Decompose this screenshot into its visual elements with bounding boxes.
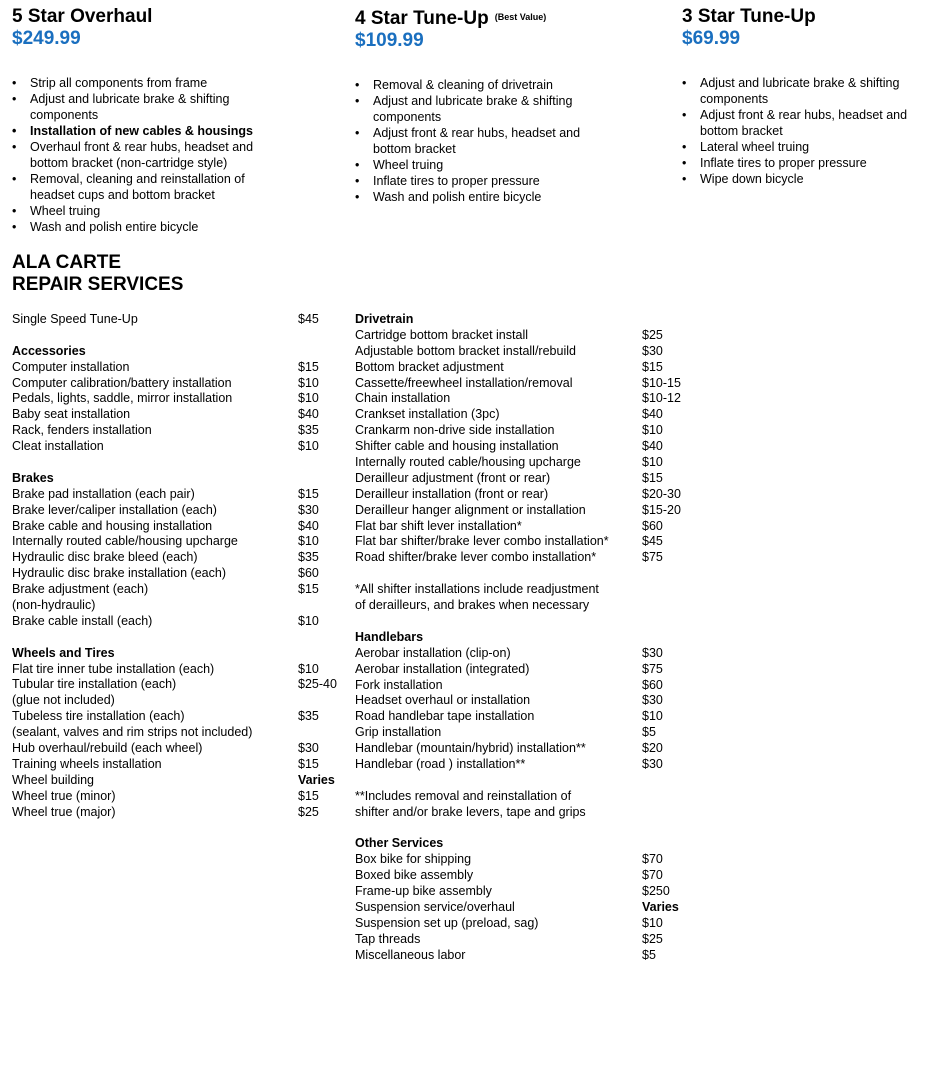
service-name: Shifter cable and housing installation xyxy=(355,439,559,454)
package-items xyxy=(355,77,620,205)
service-name: Brake pad installation (each pair) xyxy=(12,486,195,501)
service-row xyxy=(355,678,695,694)
service-row xyxy=(355,884,695,900)
service-row xyxy=(355,646,695,662)
service-row xyxy=(12,741,342,757)
service-name: Baby seat installation xyxy=(12,407,131,422)
service-name: Frame-up bike assembly xyxy=(355,884,492,899)
service-name: Hub overhaul/rebuild (each wheel) xyxy=(12,741,203,756)
service-row xyxy=(12,598,342,614)
package-item: • Wheel truing xyxy=(355,157,620,173)
service-name: Flat bar shifter/brake lever combo installation* xyxy=(355,534,609,549)
spacer xyxy=(355,566,695,582)
package-5-star xyxy=(12,6,287,235)
service-row xyxy=(355,948,695,964)
service-price: $45 xyxy=(298,312,319,326)
service-row xyxy=(12,662,342,678)
service-row xyxy=(355,455,695,471)
service-price: $40 xyxy=(298,407,319,422)
service-name: Suspension set up (preload, sag) xyxy=(355,915,539,930)
package-item: • Wheel truing xyxy=(12,203,287,219)
service-price: $40 xyxy=(642,439,663,454)
service-price: $5 xyxy=(642,725,656,740)
service-row xyxy=(12,519,342,535)
service-row xyxy=(12,407,342,423)
package-4-star xyxy=(355,6,620,205)
section-header: Drivetrain xyxy=(355,312,414,326)
service-price: $10 xyxy=(642,423,663,438)
service-price: $15 xyxy=(298,756,319,771)
service-row xyxy=(355,868,695,884)
service-name: Derailleur installation (front or rear) xyxy=(355,486,549,501)
service-price: $30 xyxy=(298,741,319,756)
service-name: Brake cable and housing installation xyxy=(12,518,213,533)
service-price: $10 xyxy=(298,391,319,406)
package-item: • Wash and polish entire bicycle xyxy=(355,189,620,205)
service-name: Wheel building xyxy=(12,772,94,787)
service-price: $15 xyxy=(298,359,319,374)
service-row xyxy=(12,391,342,407)
service-name: Tap threads xyxy=(355,931,421,946)
service-price: $10 xyxy=(298,661,319,676)
package-items xyxy=(12,75,287,235)
package-item: • Removal, cleaning and reinstallation of headset cups and bottom bracket xyxy=(12,171,287,203)
left-price-column xyxy=(12,312,342,821)
ala-carte-line2: REPAIR SERVICES xyxy=(12,274,184,295)
service-price: $70 xyxy=(642,852,663,867)
service-row xyxy=(355,519,695,535)
service-price: $15 xyxy=(642,359,663,374)
service-name: Hydraulic disc brake bleed (each) xyxy=(12,550,198,565)
package-item: • Wipe down bicycle xyxy=(682,171,932,187)
package-price: $249.99 xyxy=(12,28,81,49)
footnote: shifter and/or brake levers, tape and grips xyxy=(355,804,586,819)
service-name: Cartridge bottom bracket install xyxy=(355,327,528,342)
service-row xyxy=(12,789,342,805)
service-price: $15 xyxy=(298,486,319,501)
service-name: Handlebar (mountain/hybrid) installation** xyxy=(355,741,586,756)
package-item: • Wash and polish entire bicycle xyxy=(12,219,287,235)
service-price: $25 xyxy=(298,804,319,819)
service-price: $25 xyxy=(642,327,663,342)
service-name: Road handlebar tape installation xyxy=(355,709,535,724)
service-row xyxy=(355,725,695,741)
service-price: $30 xyxy=(298,502,319,517)
service-row xyxy=(355,932,695,948)
package-title: 3 Star Tune-Up xyxy=(682,6,816,27)
service-row xyxy=(355,423,695,439)
service-price: $25 xyxy=(642,931,663,946)
service-price: $250 xyxy=(642,884,670,899)
package-item: • Installation of new cables & housings xyxy=(12,123,287,139)
service-row xyxy=(12,677,342,693)
package-item: • Inflate tires to proper pressure xyxy=(355,173,620,189)
service-row xyxy=(12,487,342,503)
footnote: **Includes removal and reinstallation of xyxy=(355,788,572,803)
service-row xyxy=(355,376,695,392)
service-name: (non-hydraulic) xyxy=(12,598,96,613)
service-name: Training wheels installation xyxy=(12,756,162,771)
service-price: $10 xyxy=(298,375,319,390)
service-row xyxy=(355,534,695,550)
section-header: Accessories xyxy=(12,343,86,358)
service-row xyxy=(12,773,342,789)
service-name: Boxed bike assembly xyxy=(355,868,474,883)
service-name: Road shifter/brake lever combo installation* xyxy=(355,550,597,565)
service-row xyxy=(12,614,342,630)
service-price: $75 xyxy=(642,550,663,565)
service-price: $15 xyxy=(642,470,663,485)
service-price: $10 xyxy=(298,613,319,628)
service-name: Tubeless tire installation (each) xyxy=(12,709,185,724)
service-name: Headset overhaul or installation xyxy=(355,693,531,708)
service-row xyxy=(355,662,695,678)
service-name: Brake lever/caliper installation (each) xyxy=(12,502,217,517)
service-row xyxy=(12,566,342,582)
service-row xyxy=(12,709,342,725)
service-row xyxy=(355,344,695,360)
service-name: Bottom bracket adjustment xyxy=(355,359,504,374)
service-price: $60 xyxy=(298,566,319,581)
service-name: Aerobar installation (clip-on) xyxy=(355,645,511,660)
service-price: $40 xyxy=(642,407,663,422)
service-name: Cassette/freewheel installation/removal xyxy=(355,375,573,390)
service-price: $10 xyxy=(642,455,663,470)
service-name: Miscellaneous labor xyxy=(355,947,466,962)
service-row xyxy=(12,757,342,773)
service-price: $60 xyxy=(642,677,663,692)
service-name: (glue not included) xyxy=(12,693,115,708)
service-price: $30 xyxy=(642,693,663,708)
service-name: Cleat installation xyxy=(12,439,104,454)
service-name: Computer installation xyxy=(12,359,130,374)
service-price: $30 xyxy=(642,645,663,660)
package-item: • Adjust and lubricate brake & shifting components xyxy=(682,75,932,107)
service-name: Fork installation xyxy=(355,677,443,692)
service-price: $45 xyxy=(642,534,663,549)
package-item: • Adjust front & rear hubs, headset and bottom bracket xyxy=(355,125,620,157)
package-item: • Inflate tires to proper pressure xyxy=(682,155,932,171)
section-header: Brakes xyxy=(12,470,54,485)
service-row xyxy=(355,852,695,868)
service-name: Flat tire inner tube installation (each) xyxy=(12,661,215,676)
service-name: Flat bar shift lever installation* xyxy=(355,518,522,533)
service-price: $60 xyxy=(642,518,663,533)
service-row xyxy=(12,376,342,392)
service-row xyxy=(12,439,342,455)
service-price: $40 xyxy=(298,518,319,533)
spacer xyxy=(12,328,342,344)
service-name: Internally routed cable/housing upcharge xyxy=(355,455,581,470)
service-row xyxy=(355,360,695,376)
section-header: Handlebars xyxy=(355,629,424,644)
service-name: (sealant, valves and rim strips not included) xyxy=(12,725,253,740)
service-row xyxy=(12,360,342,376)
service-row xyxy=(355,328,695,344)
spacer xyxy=(12,630,342,646)
service-name: Crankset installation (3pc) xyxy=(355,407,500,422)
service-name: Suspension service/overhaul xyxy=(355,900,515,915)
service-name: Rack, fenders installation xyxy=(12,423,152,438)
service-price: Varies xyxy=(642,900,679,915)
spacer xyxy=(355,614,695,630)
service-row xyxy=(355,550,695,566)
service-name: Box bike for shipping xyxy=(355,852,472,867)
service-name: Single Speed Tune-Up xyxy=(12,312,138,326)
service-row xyxy=(355,916,695,932)
service-name: Handlebar (road ) installation** xyxy=(355,756,526,771)
service-row xyxy=(355,439,695,455)
service-name: Grip installation xyxy=(355,725,442,740)
section-header: Wheels and Tires xyxy=(12,645,115,660)
service-price: $15 xyxy=(298,582,319,597)
package-title: 4 Star Tune-Up $^{(Best Value)}$ xyxy=(355,8,547,29)
service-row xyxy=(355,487,695,503)
service-price: $15 xyxy=(298,788,319,803)
package-title: 5 Star Overhaul xyxy=(12,6,153,27)
service-row xyxy=(12,725,342,741)
service-name: Wheel true (major) xyxy=(12,804,116,819)
service-row xyxy=(355,757,695,773)
service-name: Aerobar installation (integrated) xyxy=(355,661,530,676)
service-price: $30 xyxy=(642,756,663,771)
service-price: $20 xyxy=(642,741,663,756)
service-row xyxy=(355,391,695,407)
package-item: • Lateral wheel truing xyxy=(682,139,932,155)
service-price: $25-40 xyxy=(298,677,337,692)
right-price-column xyxy=(355,312,695,964)
service-price: $20-30 xyxy=(642,486,681,501)
service-price: $10 xyxy=(642,915,663,930)
service-price: $10-12 xyxy=(642,391,681,406)
service-price: $10 xyxy=(298,439,319,454)
package-price: $69.99 xyxy=(682,28,741,49)
service-row xyxy=(12,503,342,519)
section-header: Other Services xyxy=(355,836,444,851)
service-price: $35 xyxy=(298,423,319,438)
service-name: Pedals, lights, saddle, mirror installation xyxy=(12,391,233,406)
service-name: Derailleur adjustment (front or rear) xyxy=(355,470,551,485)
service-price: $15-20 xyxy=(642,502,681,517)
package-item: • Removal & cleaning of drivetrain xyxy=(355,77,620,93)
service-row xyxy=(355,503,695,519)
service-row xyxy=(355,693,695,709)
service-row xyxy=(12,693,342,709)
service-price: Varies xyxy=(298,772,335,787)
package-items xyxy=(682,75,932,187)
service-price: $10 xyxy=(298,534,319,549)
package-item: • Adjust and lubricate brake & shifting components xyxy=(355,93,620,125)
service-price: $35 xyxy=(298,550,319,565)
service-row xyxy=(355,709,695,725)
service-price: $75 xyxy=(642,661,663,676)
service-row xyxy=(12,312,342,328)
package-price: $109.99 xyxy=(355,30,424,51)
footnote: *All shifter installations include readjustment xyxy=(355,582,599,597)
footnote: of derailleurs, and brakes when necessary xyxy=(355,598,590,613)
service-price: $5 xyxy=(642,947,656,962)
service-name: Derailleur hanger alignment or installation xyxy=(355,502,586,517)
spacer xyxy=(355,821,695,837)
service-name: Tubular tire installation (each) xyxy=(12,677,177,692)
service-name: Crankarm non-drive side installation xyxy=(355,423,555,438)
ala-carte-heading xyxy=(12,252,183,296)
service-name: Internally routed cable/housing upcharge xyxy=(12,534,238,549)
service-name: Brake adjustment (each) xyxy=(12,582,149,597)
spacer xyxy=(12,455,342,471)
service-name: Hydraulic disc brake installation (each) xyxy=(12,566,226,581)
package-3-star xyxy=(682,6,932,187)
service-row xyxy=(12,550,342,566)
service-price: $30 xyxy=(642,343,663,358)
spacer xyxy=(355,773,695,789)
service-price: $10 xyxy=(642,709,663,724)
best-value-note: (Best Value) xyxy=(494,12,547,22)
service-row xyxy=(12,805,342,821)
service-row xyxy=(355,900,695,916)
service-row xyxy=(12,534,342,550)
package-item: • Strip all components from frame xyxy=(12,75,287,91)
service-row xyxy=(12,582,342,598)
service-row xyxy=(355,407,695,423)
ala-carte-line1: ALA CARTE xyxy=(12,252,122,273)
service-name: Wheel true (minor) xyxy=(12,788,116,803)
service-price: $35 xyxy=(298,709,319,724)
service-price: $10-15 xyxy=(642,375,681,390)
package-item: • Adjust and lubricate brake & shifting components xyxy=(12,91,287,123)
service-row xyxy=(355,471,695,487)
service-name: Adjustable bottom bracket install/rebuild xyxy=(355,343,576,358)
service-row xyxy=(12,423,342,439)
service-row xyxy=(355,741,695,757)
service-price: $70 xyxy=(642,868,663,883)
service-name: Brake cable install (each) xyxy=(12,613,153,628)
service-name: Chain installation xyxy=(355,391,451,406)
package-item: • Overhaul front & rear hubs, headset and bottom bracket (non-cartridge style) xyxy=(12,139,287,171)
service-name: Computer calibration/battery installation xyxy=(12,375,232,390)
package-item: • Adjust front & rear hubs, headset and bottom bracket xyxy=(682,107,932,139)
